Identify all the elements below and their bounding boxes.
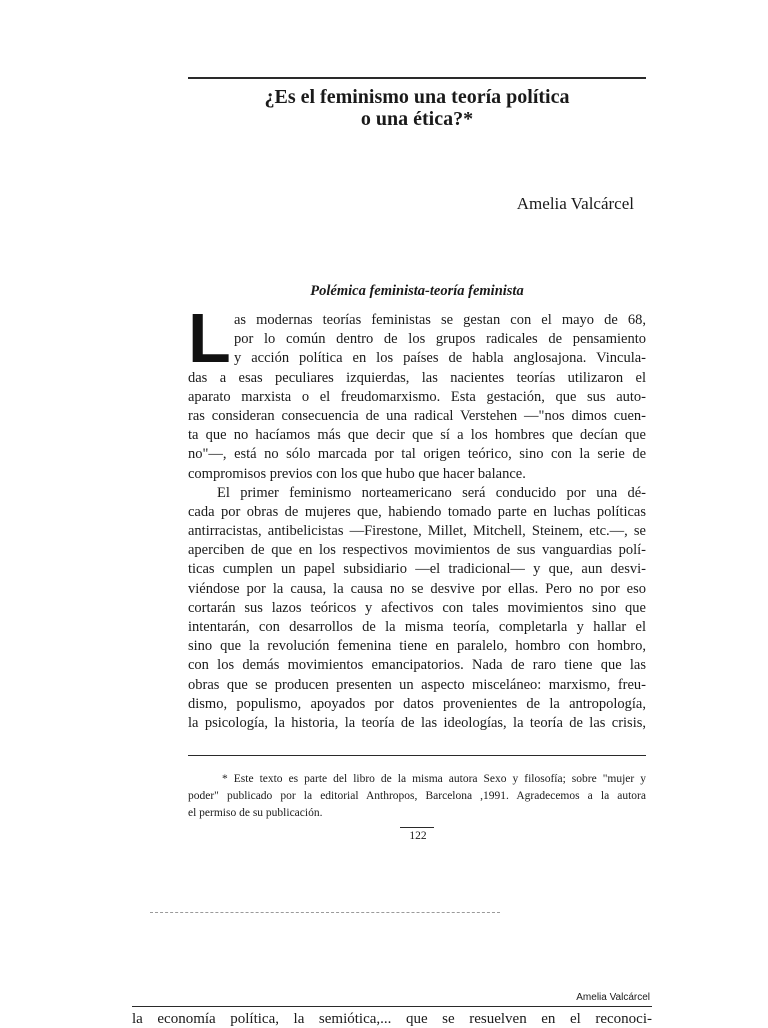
page-number: 122 <box>409 830 427 842</box>
text-line: antirracistas, antibelicistas —Firestone, Millet, Mitchell, Steinem, etc.—, se <box>188 523 646 540</box>
text-line: das a esas peculiares izquierdas, las nacientes teorías utilizaron el <box>188 369 646 386</box>
scan-dotted-line <box>150 912 500 913</box>
text-line: viéndose por la causa, la causa no se desvive por ellas. Pero no por eso <box>188 580 646 597</box>
running-head: Amelia Valcárcel <box>576 992 650 1003</box>
text-line: ta que no hacíamos más que decir que sí a los hombres que decían que <box>188 427 646 444</box>
footnote-line: el permiso de su publicación. <box>188 807 323 819</box>
text-line: compromisos previos con los que hubo que hacer balance. <box>188 465 526 482</box>
text-line: dismo, populismo, apoyados por datos provenientes de la antropología, <box>188 695 646 712</box>
text-line: ras consideran consecuencia de una radical Verstehen —"nos dimos cuen- <box>188 407 646 424</box>
text-line: aperciben de que en los respectivos movimientos de sus vanguardias polí- <box>188 542 646 559</box>
top-rule <box>188 77 646 79</box>
title-line-2: o una ética?* <box>360 108 474 130</box>
body-text <box>188 299 646 733</box>
page-number-rule <box>400 827 434 828</box>
text-line: as modernas teorías feministas se gestan con el mayo de 68, <box>234 312 646 328</box>
next-page-text-line: la economía política, la semiótica,... que se resuelven en el reconoci- <box>132 1011 652 1027</box>
article-title <box>188 86 646 130</box>
drop-cap: L <box>188 299 231 377</box>
running-head-rule <box>132 1006 652 1007</box>
text-line: sino que la revolución femenina tiene en paralelo, hombro con hombro, <box>188 638 646 655</box>
footnote-rule <box>188 755 646 756</box>
text-line: la psicología, la historia, la teoría de las ideologías, la teoría de las crisis, <box>188 714 646 731</box>
text-line: obras que se producen presenten un aspecto misceláneo: marxismo, freu- <box>188 676 646 693</box>
footnote-line: poder" publicado por la editorial Anthropos, Barcelona ,1991. Agradecemos a la autora <box>188 790 646 802</box>
footnote <box>188 771 646 822</box>
text-line: aparato marxista o el freudomarxismo. Esta gestación, que sus auto- <box>188 388 646 405</box>
text-line: por lo común dentro de los grupos radicales de pensamiento <box>234 331 646 348</box>
text-line: no"—, está no sólo marcada por tal origen teórico, sino con la serie de <box>188 446 646 463</box>
text-line: intentarán, con desarrollos de la misma teoría, completarla y hallar el <box>188 619 646 635</box>
text-line: cada por obras de mujeres que, habiendo tomado parte en luchas políticas <box>188 503 646 520</box>
text-line: cortarán sus lazos teóricos y afectivos con tales movimientos sino que <box>188 599 646 616</box>
text-line: El primer feminismo norteamericano será conducido por una dé- <box>217 484 646 501</box>
section-heading: Polémica feminista-teoría feminista <box>310 283 524 299</box>
text-line: con los demás movimientos emancipatorios. Nada de raro tiene que las <box>188 657 646 674</box>
author-name: Amelia Valcárcel <box>516 194 634 213</box>
title-line-1: ¿Es el feminismo una teoría política <box>264 86 570 108</box>
text-line: y acción política en los países de habla anglosajona. Vincula- <box>234 350 646 367</box>
footnote-line: * Este texto es parte del libro de la misma autora Sexo y filosofía; sobre "mujer y <box>222 773 646 785</box>
text-line: ticas cumplen un papel subsidiario —el tradicional— y que, aun desvi- <box>188 561 646 578</box>
